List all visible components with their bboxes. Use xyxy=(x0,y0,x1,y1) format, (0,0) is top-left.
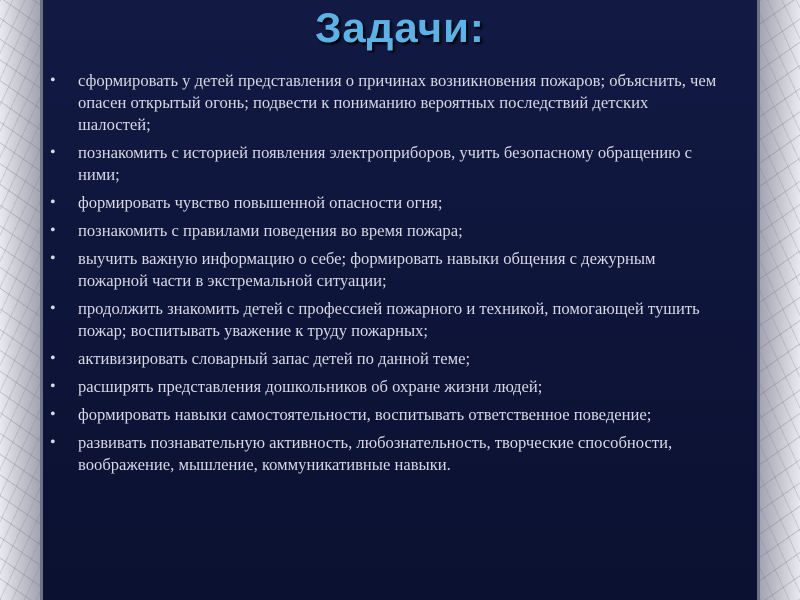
list-item xyxy=(48,404,720,426)
left-marble-frame xyxy=(0,0,40,600)
list-item xyxy=(48,248,720,292)
list-item-text: развивать познавательную активность, любознательность, творческие способности, воображение, мышление, коммуникативные навыки. xyxy=(78,433,673,474)
bullet-icon: • xyxy=(50,194,56,211)
list-item-text: сформировать у детей представления о причинах возникновения пожаров; объяснить, чем опасен открытый огонь; подвести к пониманию вероятных последствий детских шалостей; xyxy=(78,71,717,134)
list-item xyxy=(48,432,720,476)
list-item-text: познакомить с историей появления электроприборов, учить безопасному обращению с ними; xyxy=(78,143,693,184)
bullet-icon: • xyxy=(50,72,56,89)
right-marble-frame xyxy=(760,0,800,600)
list-item xyxy=(48,376,720,398)
bullet-icon: • xyxy=(50,144,56,161)
slide-title: Задачи: xyxy=(315,4,485,51)
list-item xyxy=(48,348,720,370)
list-item-text: расширять представления дошкольников об охране жизни людей; xyxy=(78,377,543,396)
list-item-text: формировать чувство повышенной опасности огня; xyxy=(78,193,443,212)
bullet-icon: • xyxy=(50,222,56,239)
list-item-text: продолжить знакомить детей с профессией пожарного и техникой, помогающей тушить пожар; воспитывать уважение к труду пожарных; xyxy=(78,299,700,340)
list-item xyxy=(48,298,720,342)
bullet-icon: • xyxy=(50,406,56,423)
bullet-icon: • xyxy=(50,250,56,267)
list-item-text: формировать навыки самостоятельности, воспитывать ответственное поведение; xyxy=(78,405,652,424)
bullet-icon: • xyxy=(50,350,56,367)
list-item xyxy=(48,70,720,136)
list-item xyxy=(48,142,720,186)
list-item-text: выучить важную информацию о себе; формировать навыки общения с дежурным пожарной части в экстремальной ситуации; xyxy=(78,249,656,290)
bullet-icon: • xyxy=(50,378,56,395)
list-item xyxy=(48,220,720,242)
list-item xyxy=(48,192,720,214)
bullet-icon: • xyxy=(50,434,56,451)
bullet-icon: • xyxy=(50,300,56,317)
task-list xyxy=(48,70,720,482)
list-item-text: познакомить с правилами поведения во время пожара; xyxy=(78,221,463,240)
list-item-text: активизировать словарный запас детей по данной теме; xyxy=(78,349,471,368)
